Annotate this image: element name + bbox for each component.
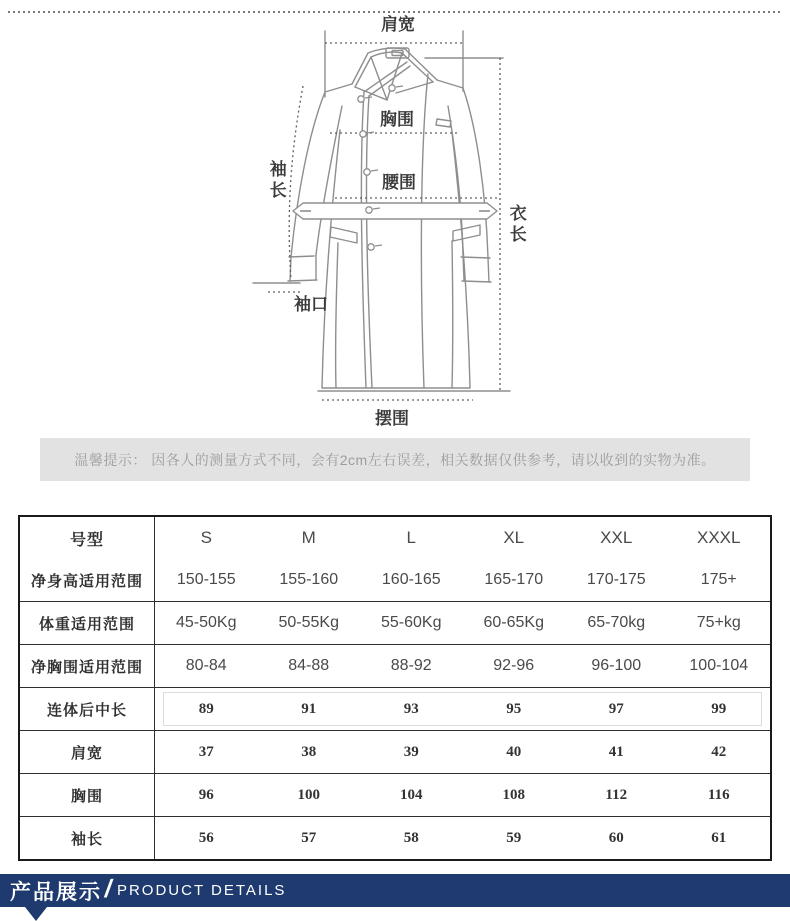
size-column-header: XL: [503, 528, 525, 547]
size-row-label: 连体后中长: [20, 688, 155, 730]
size-value-cell: 45-50Kg: [176, 614, 237, 631]
size-value-cell: 57: [301, 829, 317, 846]
notice-text: 温馨提示： 因各人的测量方式不同，会有2cm左右误差，相关数据仅供参考，请以收到的实物为准。: [74, 451, 716, 468]
size-value-cell: 84-88: [288, 657, 330, 674]
size-value-cell: 95: [506, 700, 522, 717]
size-value-cell: 97: [608, 700, 624, 717]
size-value-cell: 58: [403, 829, 419, 846]
notice-bar: [40, 438, 750, 481]
size-value-cell: 39: [403, 743, 419, 760]
measurement-diagram: [0, 0, 790, 445]
size-value-cell: 50-55Kg: [278, 614, 339, 631]
size-value-cell: 56: [198, 829, 214, 846]
size-table-header-cells: [155, 517, 770, 559]
size-row-label: 体重适用范围: [20, 602, 155, 644]
size-row-values: [155, 602, 770, 644]
size-table-row: [20, 773, 770, 816]
size-value-cell: 80-84: [185, 657, 227, 674]
size-value-cell: 165-170: [484, 571, 544, 588]
size-value-cell: 155-160: [279, 571, 339, 588]
waist-label: 腰围: [382, 173, 416, 192]
size-value-cell: 40: [506, 743, 522, 760]
size-value-cell: 59: [506, 829, 522, 846]
size-value-cell: 96-100: [591, 657, 642, 674]
size-row-values: [155, 645, 770, 687]
footer-slash-separator: /: [102, 875, 115, 903]
size-column-header: M: [301, 528, 316, 547]
size-column-header: S: [200, 528, 212, 547]
size-value-cell: 112: [605, 786, 628, 803]
size-column-header: XXXL: [697, 528, 741, 547]
footer-title-en: PRODUCT DETAILS: [116, 882, 287, 899]
size-row-values: [155, 559, 770, 601]
size-column-header: XXL: [600, 528, 633, 547]
size-table-row: [20, 730, 770, 773]
sleeve-length-label: 袖长: [266, 160, 286, 202]
size-value-cell: 55-60Kg: [381, 614, 442, 631]
size-row-label: 胸围: [20, 774, 155, 816]
size-table-body: [20, 559, 770, 859]
size-value-cell: 41: [608, 743, 624, 760]
footer-pointer-triangle: [25, 907, 47, 921]
size-row-label: 肩宽: [20, 731, 155, 773]
size-value-cell: 116: [707, 786, 730, 803]
size-table-row: [20, 601, 770, 644]
size-row-label: 净胸围适用范围: [20, 645, 155, 687]
size-value-cell: 37: [198, 743, 214, 760]
size-value-cell: 170-175: [586, 571, 646, 588]
size-table-row: [20, 644, 770, 687]
size-table-row: [20, 687, 770, 730]
size-row-values: [155, 688, 770, 730]
size-table-row: [20, 816, 770, 859]
size-value-cell: 91: [301, 700, 317, 717]
size-value-cell: 108: [502, 786, 525, 803]
coat-line-drawing-icon: [0, 0, 790, 445]
size-value-cell: 150-155: [176, 571, 236, 588]
size-value-cell: 38: [301, 743, 317, 760]
size-value-cell: 100-104: [689, 657, 749, 674]
size-value-cell: 175+: [700, 571, 737, 588]
size-row-values: [155, 731, 770, 773]
size-table: [18, 515, 772, 861]
size-value-cell: 160-165: [381, 571, 441, 588]
garment-length-label: 衣长: [506, 204, 526, 246]
size-table-row: [20, 559, 770, 601]
size-row-label: 净身高适用范围: [20, 559, 155, 601]
size-value-cell: 65-70kg: [587, 614, 646, 631]
size-value-cell: 93: [403, 700, 419, 717]
size-table-corner-label: 号型: [20, 517, 155, 559]
footer-title-bar: [0, 874, 790, 907]
size-value-cell: 60-65Kg: [483, 614, 544, 631]
size-value-cell: 60: [608, 829, 624, 846]
size-value-cell: 61: [711, 829, 727, 846]
size-row-values: [155, 817, 770, 859]
shoulder-width-label: 肩宽: [381, 15, 415, 34]
size-value-cell: 89: [198, 700, 214, 717]
size-column-header: L: [406, 528, 416, 547]
cuff-label: 袖口: [294, 295, 328, 314]
size-value-cell: 104: [400, 786, 423, 803]
footer-title-cn: 产品展示: [10, 880, 102, 904]
size-value-cell: 42: [711, 743, 727, 760]
size-value-cell: 92-96: [493, 657, 535, 674]
size-table-header-row: [20, 517, 770, 559]
size-value-cell: 100: [297, 786, 320, 803]
size-row-label: 袖长: [20, 817, 155, 859]
size-value-cell: 88-92: [390, 657, 432, 674]
size-value-cell: 75+kg: [696, 614, 741, 631]
size-row-values: [155, 774, 770, 816]
chest-label: 胸围: [380, 110, 414, 129]
size-value-cell: 99: [711, 700, 727, 717]
hem-label: 摆围: [375, 409, 409, 428]
size-value-cell: 96: [198, 786, 214, 803]
